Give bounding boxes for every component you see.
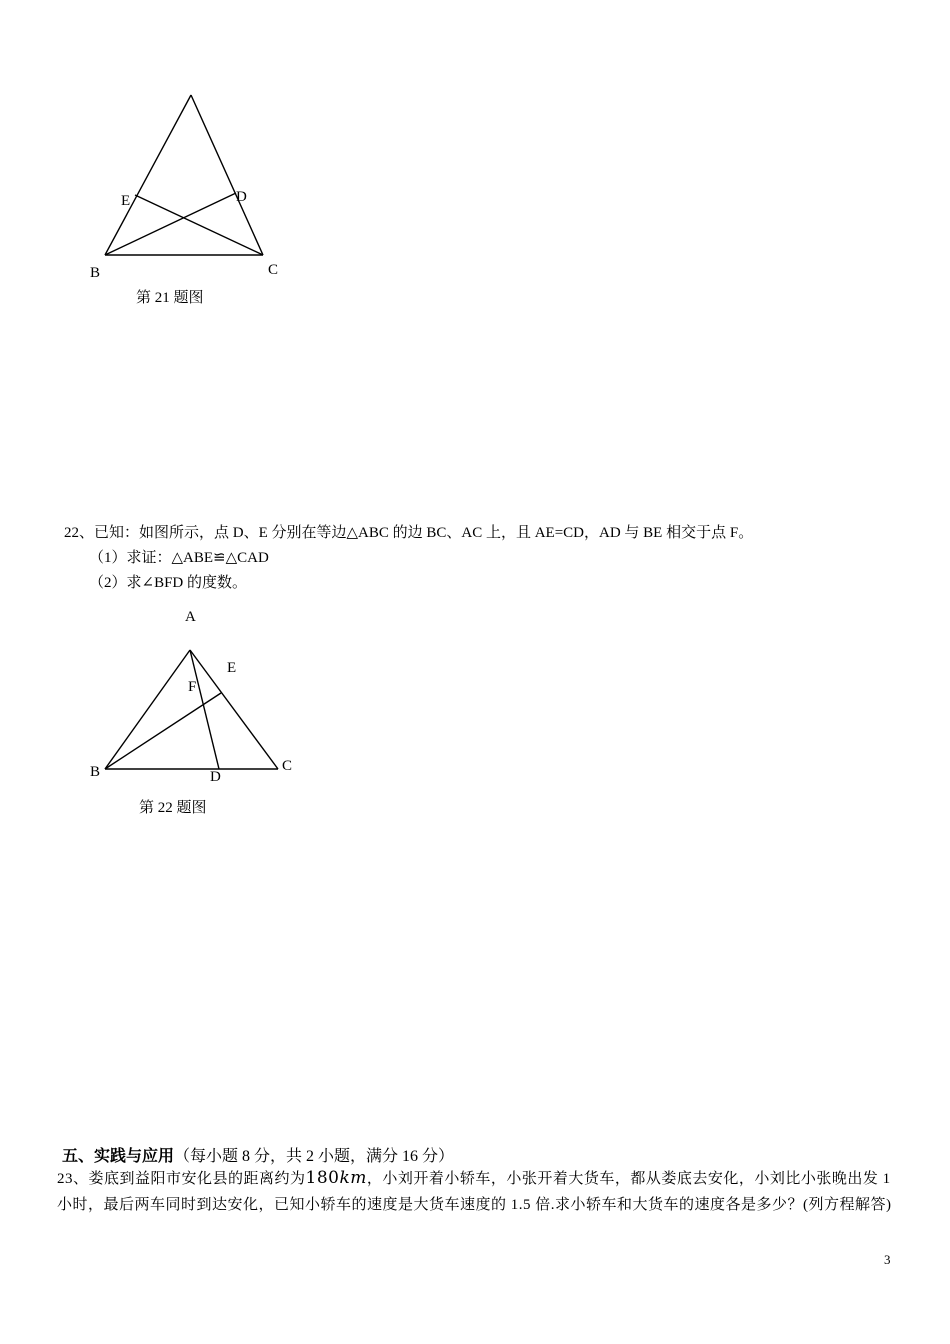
distance-value: 180km: [305, 1168, 367, 1188]
page-number: 3: [884, 1252, 891, 1267]
section-5-heading: [62, 1143, 454, 1166]
fig22-label-d: D: [210, 769, 221, 785]
segment-be: [105, 693, 221, 769]
segment-ad: [190, 650, 219, 769]
fig21-label-e: E: [121, 193, 131, 209]
fig22-label-b: B: [90, 764, 101, 780]
fig22-label-c: C: [282, 758, 293, 774]
fig21-label-c: C: [268, 262, 279, 278]
fig21-label-d: D: [236, 189, 247, 205]
section-5-note: （每小题 8 分，共 2 小题，满分 16 分）: [174, 1148, 455, 1165]
fig21-label-b: B: [90, 265, 101, 281]
question-22-stem: 22、已知：如图所示，点 D、E 分别在等边△ABC 的边 BC、AC 上，且 AE=CD，AD 与 BE 相交于点 F。: [64, 525, 754, 541]
question-22-part-2: （2）求∠BFD 的度数。: [89, 575, 247, 591]
question-22-part-1: （1）求证：△ABE≌△CAD: [89, 550, 269, 566]
question-23-suffix: ，小刘开着小轿车，小张开着大货车，都从娄底去安化，小刘比小张晚出发 1 小时，最后两车同时到达安化，已知小轿车的速度是大货车速度的 1.5 倍.求小轿车和大货车的速度各是多少？(列方程解答): [57, 1171, 892, 1213]
section-5-title: 五、实践与应用: [62, 1146, 175, 1165]
fig22-caption: 第 22 题图: [139, 800, 207, 816]
fig22-label-f: F: [188, 679, 197, 695]
segment-ab: [105, 650, 190, 769]
question-23-prefix: 23、娄底到益阳市安化县的距离约为: [57, 1171, 306, 1187]
fig22-label-a: A: [185, 609, 196, 625]
fig21-caption: 第 21 题图: [136, 290, 204, 306]
fig22-label-e: E: [227, 660, 237, 676]
question-23-text: [57, 1165, 897, 1218]
